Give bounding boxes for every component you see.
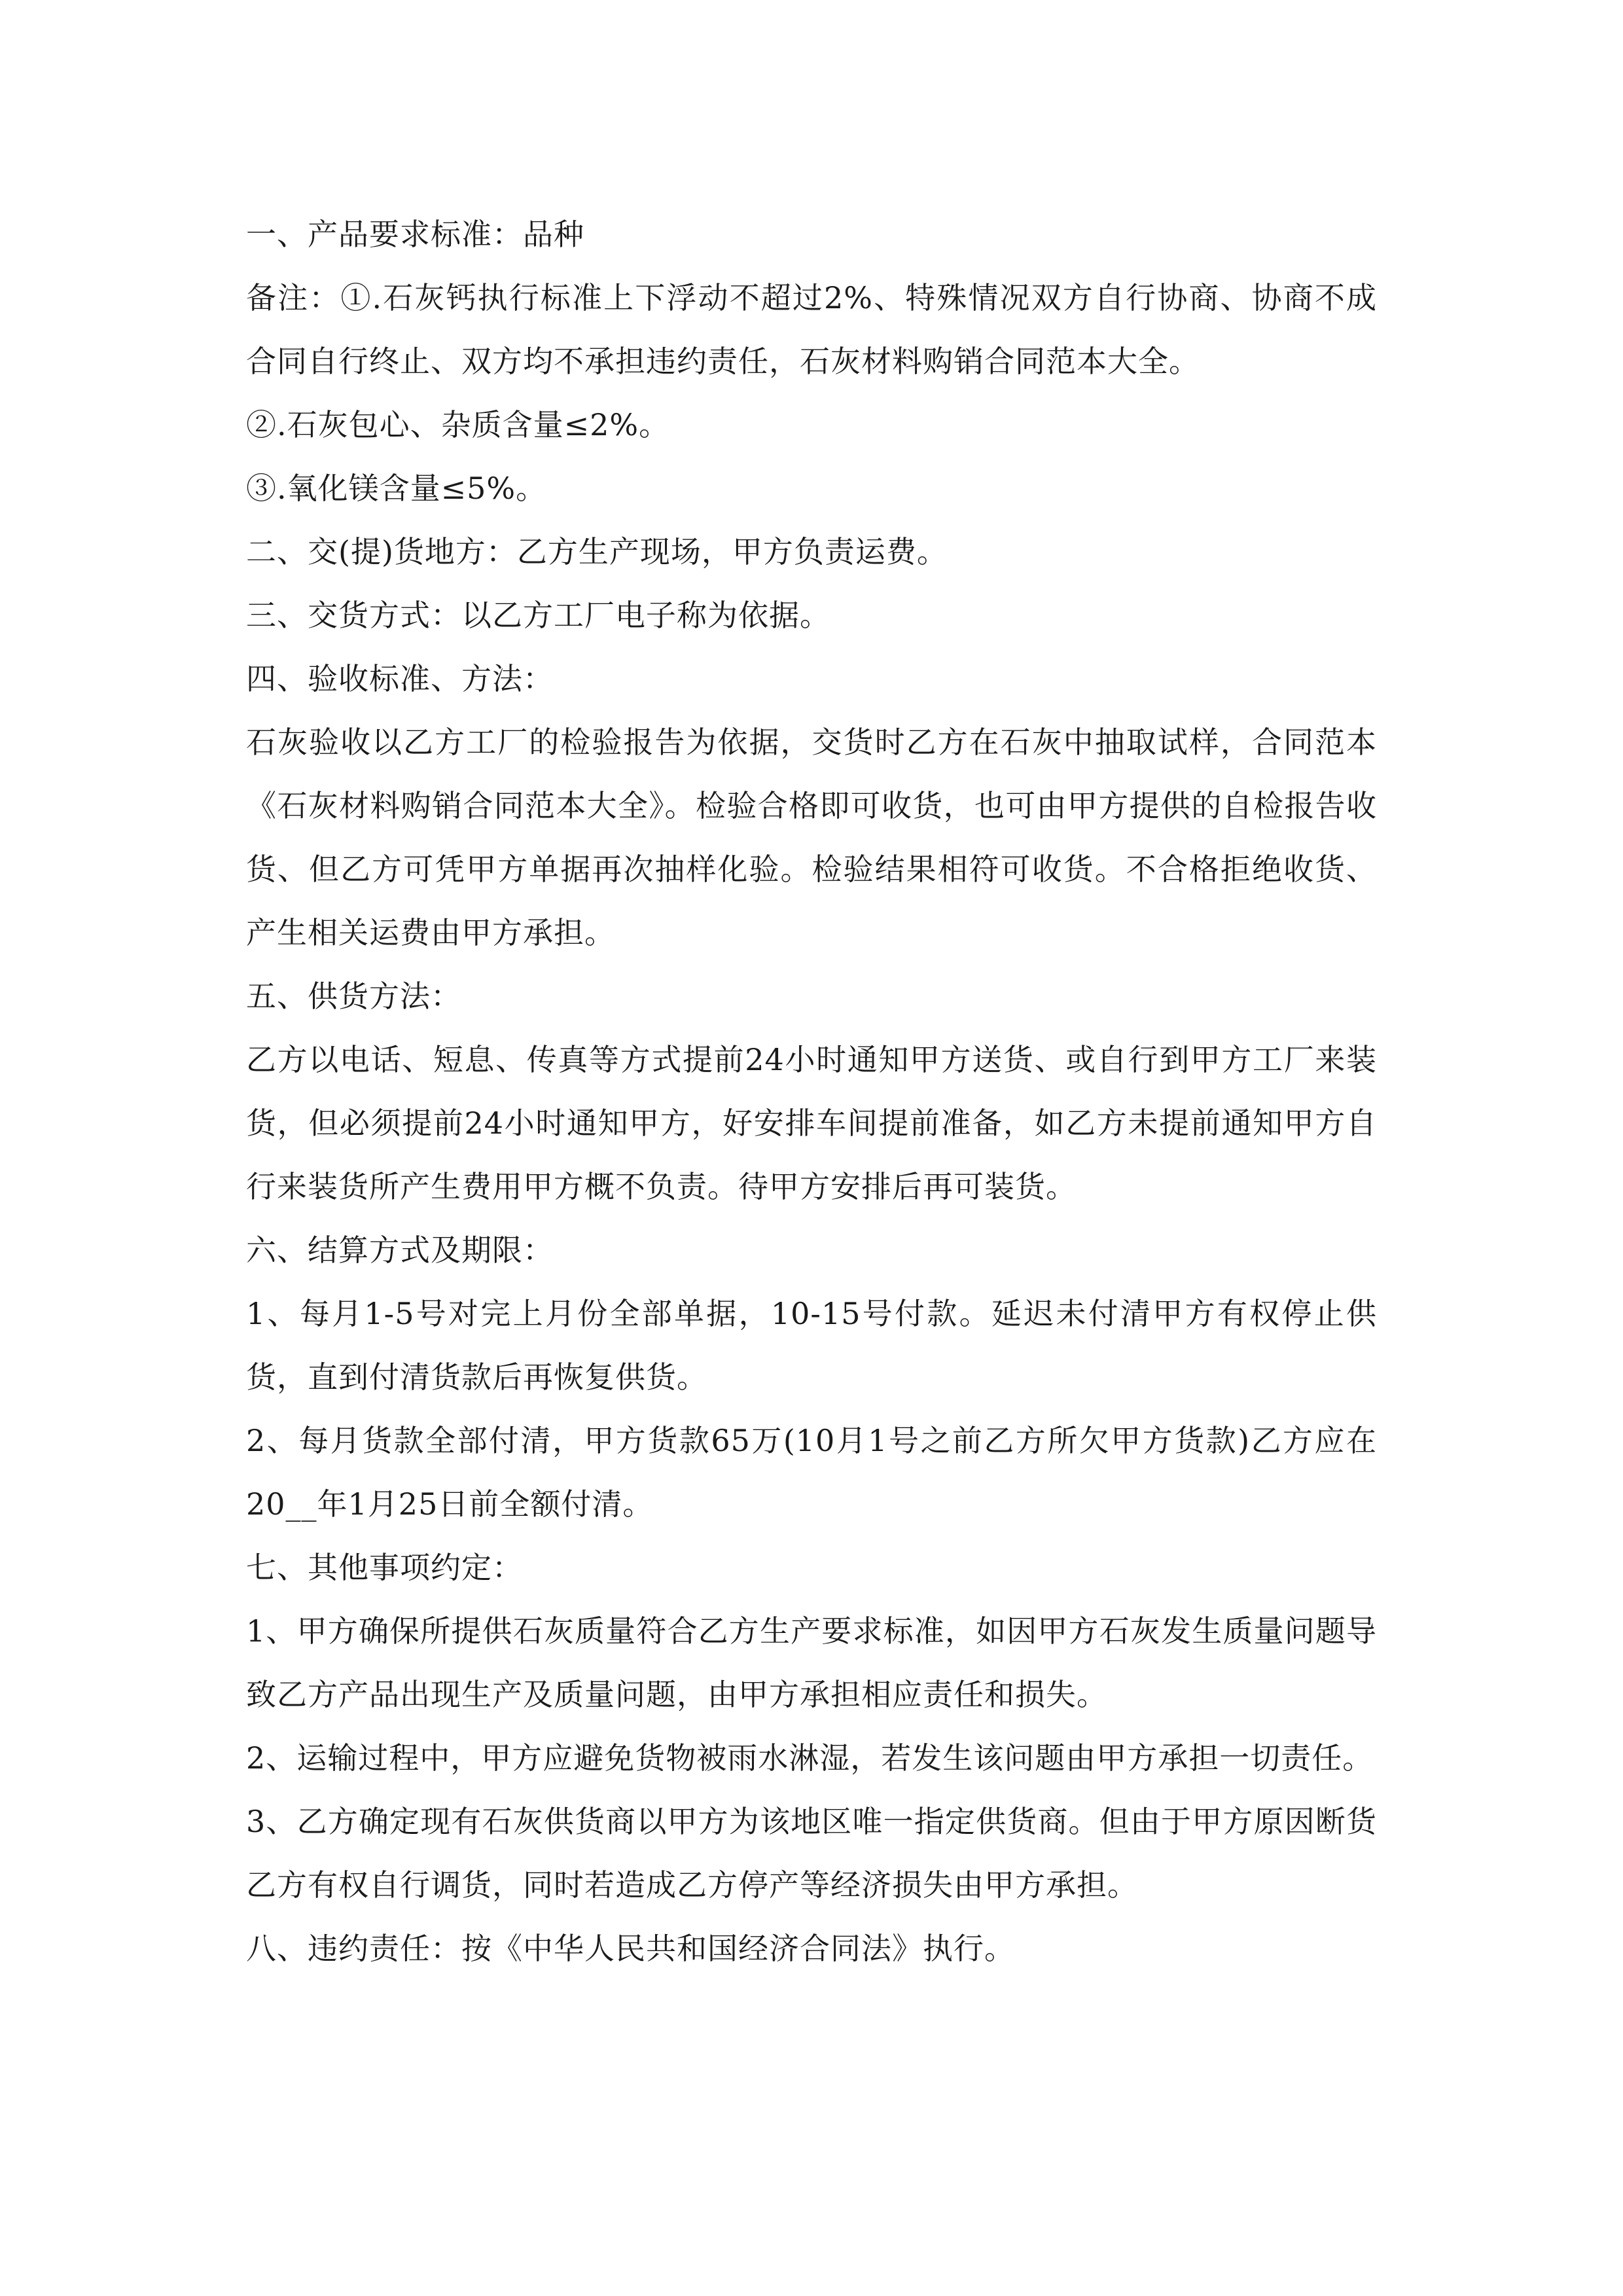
other-terms-item-2: 2、运输过程中，甲方应避免货物被雨水淋湿，若发生该问题由甲方承担一切责任。 [246,1740,1374,1776]
section-heading-delivery-method: 三、交货方式：以乙方工厂电子称为依据。 [246,598,830,633]
section-heading-supply-method: 五、供货方法： [246,978,461,1014]
section-heading-other-terms: 七、其他事项约定： [246,1550,523,1585]
section-heading-breach-liability: 八、违约责任：按《中华人民共和国经济合同法》执行。 [246,1931,1015,1966]
section-heading-delivery-place: 二、交(提)货地方：乙方生产现场，甲方负责运费。 [246,534,948,569]
acceptance-paragraph: 石灰验收以乙方工厂的检验报告为依据，交货时乙方在石灰中抽取试样，合同范本《石灰材料购销合同范本大全》。检验合格即可收货，也可由甲方提供的自检报告收货、但乙方可凭甲方单据再次抽样化验。检验结果相符可收货。不合格拒绝收货、产生相关运费由甲方承担。 [246,725,1377,950]
settlement-item-1: 1、每月1-5号对完上月份全部单据，10-15号付款。延迟未付清甲方有权停止供货，直到付清货款后再恢复供货。 [246,1296,1377,1395]
section-heading-product-standard: 一、产品要求标准：品种 [246,217,584,252]
document-body [246,203,1377,1981]
remark-item-3: ③.氧化镁含量≤5%。 [246,471,547,506]
remark-item-2: ②.石灰包心、杂质含量≤2%。 [246,407,670,442]
settlement-item-2: 2、每月货款全部付清，甲方货款65万(10月1号之前乙方所欠甲方货款)乙方应在20__年1月25日前全额付清。 [246,1423,1377,1522]
supply-method-paragraph: 乙方以电话、短息、传真等方式提前24小时通知甲方送货、或自行到甲方工厂来装货，但必须提前24小时通知甲方，好安排车间提前准备，如乙方未提前通知甲方自行来装货所产生费用甲方概不负责。待甲方安排后再可装货。 [246,1042,1377,1204]
section-heading-settlement: 六、结算方式及期限： [246,1232,554,1268]
other-terms-item-1: 1、甲方确保所提供石灰质量符合乙方生产要求标准，如因甲方石灰发生质量问题导致乙方产品出现生产及质量问题，由甲方承担相应责任和损失。 [246,1613,1377,1712]
other-terms-item-3: 3、乙方确定现有石灰供货商以甲方为该地区唯一指定供货商。但由于甲方原因断货乙方有权自行调货，同时若造成乙方停产等经济损失由甲方承担。 [246,1804,1377,1903]
remark-paragraph: 备注：①.石灰钙执行标准上下浮动不超过2%、特殊情况双方自行协商、协商不成合同自行终止、双方均不承担违约责任，石灰材料购销合同范本大全。 [246,280,1377,379]
section-heading-acceptance: 四、验收标准、方法： [246,661,554,696]
